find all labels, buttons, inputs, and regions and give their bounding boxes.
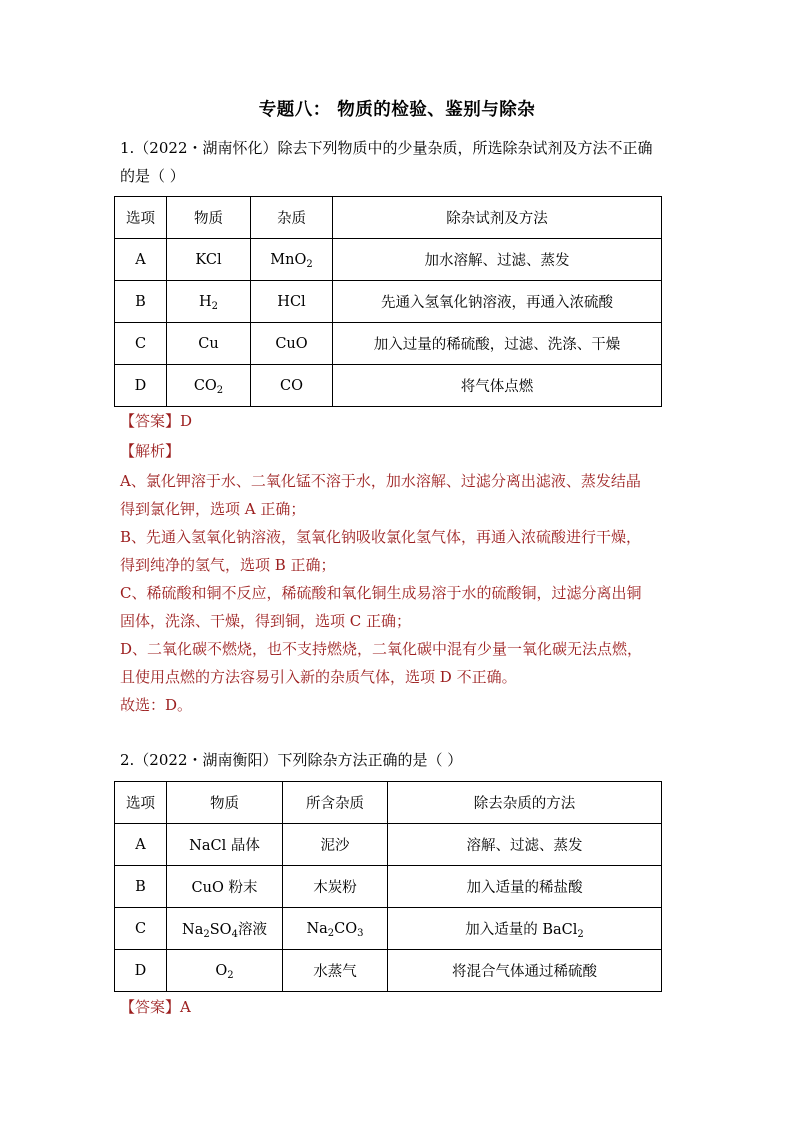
table-header-row (115, 197, 662, 239)
question-1-analysis (120, 467, 676, 719)
question-1-answer: 【答案】D (120, 412, 193, 430)
impurity-cell: HCl (251, 281, 333, 323)
impurity-cell: 木炭粉 (283, 866, 388, 908)
substance-cell: $Na_2SO_4$溶液 (167, 908, 283, 950)
analysis-line: D、二氧化碳不燃烧，也不支持燃烧，二氧化碳中混有少量一氧化碳无法点燃， (120, 640, 643, 658)
method-cell: 加入过量的稀硫酸，过滤、洗涤、干燥 (333, 323, 662, 365)
analysis-line: 且使用点燃的方法容易引入新的杂质气体，选项 D 不正确。 (120, 668, 517, 686)
substance-cell: $H_2$ (167, 281, 251, 323)
question-2-stem-line: 2.（2022・湖南衡阳）下列除杂方法正确的是（ ） (120, 751, 463, 769)
table-row (115, 239, 662, 281)
option-cell: B (115, 866, 167, 908)
substance-cell: $O_2$ (167, 950, 283, 992)
question-2-stem (120, 746, 676, 774)
question-1-table (114, 196, 662, 407)
question-1-stem (120, 134, 676, 190)
option-cell: C (115, 908, 167, 950)
header-option: 选项 (115, 782, 167, 824)
table-row (115, 824, 662, 866)
option-cell: A (115, 239, 167, 281)
analysis-line: A、氯化钾溶于水、二氧化锰不溶于水，加水溶解、过滤分离出滤液、蒸发结晶 (120, 472, 641, 490)
analysis-line: 故选：D。 (120, 696, 193, 714)
substance-cell: $CO_2$ (167, 365, 251, 407)
header-impurity: 所含杂质 (283, 782, 388, 824)
analysis-line: 得到氯化钾，选项 A 正确； (120, 500, 306, 518)
option-cell: D (115, 365, 167, 407)
header-method: 除去杂质的方法 (388, 782, 662, 824)
question-1-stem-line-1: 1.（2022・湖南怀化）除去下列物质中的少量杂质，所选除杂试剂及方法不正确 (120, 139, 653, 157)
table-row (115, 281, 662, 323)
substance-cell: KCl (167, 239, 251, 281)
header-substance: 物质 (167, 197, 251, 239)
question-1-analysis-label: 【解析】 (120, 442, 181, 460)
method-cell: 将气体点燃 (333, 365, 662, 407)
header-impurity: 杂质 (251, 197, 333, 239)
header-substance: 物质 (167, 782, 283, 824)
option-cell: A (115, 824, 167, 866)
question-1-stem-line-2: 的是（ ） (120, 167, 185, 185)
analysis-line: C、稀硫酸和铜不反应，稀硫酸和氧化铜生成易溶于水的硫酸铜，过滤分离出铜 (120, 584, 642, 602)
table-row (115, 323, 662, 365)
method-cell: 将混合气体通过稀硫酸 (388, 950, 662, 992)
table-row (115, 908, 662, 950)
method-cell: 加水溶解、过滤、蒸发 (333, 239, 662, 281)
analysis-line: 得到纯净的氢气，选项 B 正确； (120, 556, 336, 574)
impurity-cell: 水蒸气 (283, 950, 388, 992)
impurity-cell: 泥沙 (283, 824, 388, 866)
question-2-table (114, 781, 662, 992)
impurity-cell: CuO (251, 323, 333, 365)
question-2-answer: 【答案】A (120, 998, 191, 1016)
substance-cell: CuO 粉末 (167, 866, 283, 908)
option-cell: B (115, 281, 167, 323)
analysis-line: 固体，洗涤、干燥，得到铜，选项 C 正确； (120, 612, 412, 630)
header-method: 除杂试剂及方法 (333, 197, 662, 239)
table-header-row (115, 782, 662, 824)
impurity-cell: $Na_2CO_3$ (283, 908, 388, 950)
impurity-cell: MnO$_2$ (251, 239, 333, 281)
table-row (115, 866, 662, 908)
method-cell: 加入适量的 BaCl$_2$ (388, 908, 662, 950)
method-cell: 先通入氢氧化钠溶液，再通入浓硫酸 (333, 281, 662, 323)
method-cell: 加入适量的稀盐酸 (388, 866, 662, 908)
impurity-cell: CO (251, 365, 333, 407)
table-row (115, 950, 662, 992)
option-cell: C (115, 323, 167, 365)
page-title: 专题八： 物质的检验、鉴别与除杂 (258, 100, 536, 120)
analysis-line: B、先通入氢氧化钠溶液，氢氧化钠吸收氯化氢气体，再通入浓硫酸进行干燥， (120, 528, 642, 546)
method-cell: 溶解、过滤、蒸发 (388, 824, 662, 866)
table-row (115, 365, 662, 407)
substance-cell: Cu (167, 323, 251, 365)
header-option: 选项 (115, 197, 167, 239)
substance-cell: NaCl 晶体 (167, 824, 283, 866)
option-cell: D (115, 950, 167, 992)
